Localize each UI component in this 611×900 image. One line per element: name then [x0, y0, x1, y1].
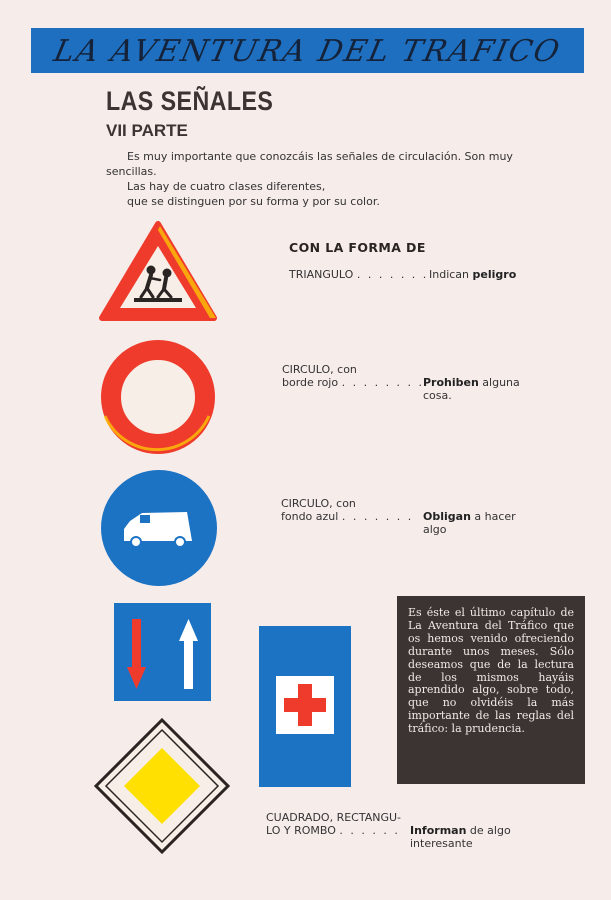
part-subtitle: VII PARTE: [106, 121, 188, 140]
intro-line-2: Las hay de cuatro clases diferentes,: [127, 180, 326, 193]
page-title: LAS SEÑALES: [106, 86, 274, 116]
meaning-verb: peligro: [472, 268, 517, 281]
first-aid-sign-icon: [259, 626, 351, 787]
shape-name-line1: CUADRADO, RECTANGU-: [266, 811, 402, 824]
row-triangle-label: [289, 268, 428, 281]
shape-name-line1: CIRCULO, con: [281, 497, 356, 510]
row-blue-circle-label: [281, 497, 413, 523]
leader-dots: . . . . . .: [339, 824, 400, 837]
closing-note-box: [397, 596, 585, 784]
meaning-verb: Prohiben: [423, 376, 479, 389]
shape-name-line1: CIRCULO, con: [282, 363, 357, 376]
shape-heading: CON LA FORMA DE: [289, 240, 426, 255]
intro-line-3: que se distinguen por su forma y por su color.: [127, 195, 380, 208]
meaning-suffix-line2: algo: [423, 523, 447, 536]
shape-name-line2: fondo azul: [281, 510, 339, 523]
meaning-prefix: Indican: [429, 268, 473, 281]
banner-title: LA AVENTURA DEL TRAFICO: [50, 34, 565, 69]
shape-name-line2: LO Y ROMBO: [266, 824, 336, 837]
meaning-suffix: de algo: [466, 824, 511, 837]
intro-text: [106, 149, 526, 209]
priority-road-diamond-sign-icon: [94, 718, 230, 854]
intro-line-1: Es muy importante que conozcáis las señales de circulación. Son muy sencillas.: [106, 150, 513, 178]
row-red-circle-label: [282, 363, 424, 389]
leader-dots: . . . . . . . .: [341, 376, 425, 389]
meaning-suffix-line2: interesante: [410, 837, 473, 850]
meaning-verb: Obligan: [423, 510, 471, 523]
row-square-meaning: [410, 824, 511, 850]
leader-dots: . . . . . . .: [356, 268, 429, 281]
row-square-label: [266, 811, 401, 837]
row-blue-circle-meaning: [423, 510, 516, 536]
children-crossing-warning-sign-icon: [98, 220, 218, 324]
meaning-suffix: a hacer: [470, 510, 516, 523]
shape-name-line2: borde rojo: [282, 376, 339, 389]
leader-dots: . . . . . . .: [341, 510, 414, 523]
shape-name: TRIANGULO: [289, 268, 354, 281]
meaning-verb: Informan: [410, 824, 467, 837]
truck-mandatory-sign-icon: [100, 469, 218, 587]
no-entry-red-ring-sign-icon: [99, 338, 217, 456]
closing-note-text: Es éste el último capítulo de La Aventura del Tráfico que os hemos venido ofreciendo durante unos meses. Sólo deseamos que de la lectura de los mismos hayáis aprendido algo, sobre todo, que no olvidéis la más importante de las reglas del tráfico: la prudencia.: [408, 606, 574, 736]
title-banner: [31, 28, 584, 73]
two-way-traffic-sign-icon: [114, 603, 211, 701]
row-red-circle-meaning: [423, 376, 520, 402]
meaning-suffix: alguna: [478, 376, 520, 389]
meaning-suffix-line2: cosa.: [423, 389, 452, 402]
row-triangle-meaning: [429, 268, 516, 281]
